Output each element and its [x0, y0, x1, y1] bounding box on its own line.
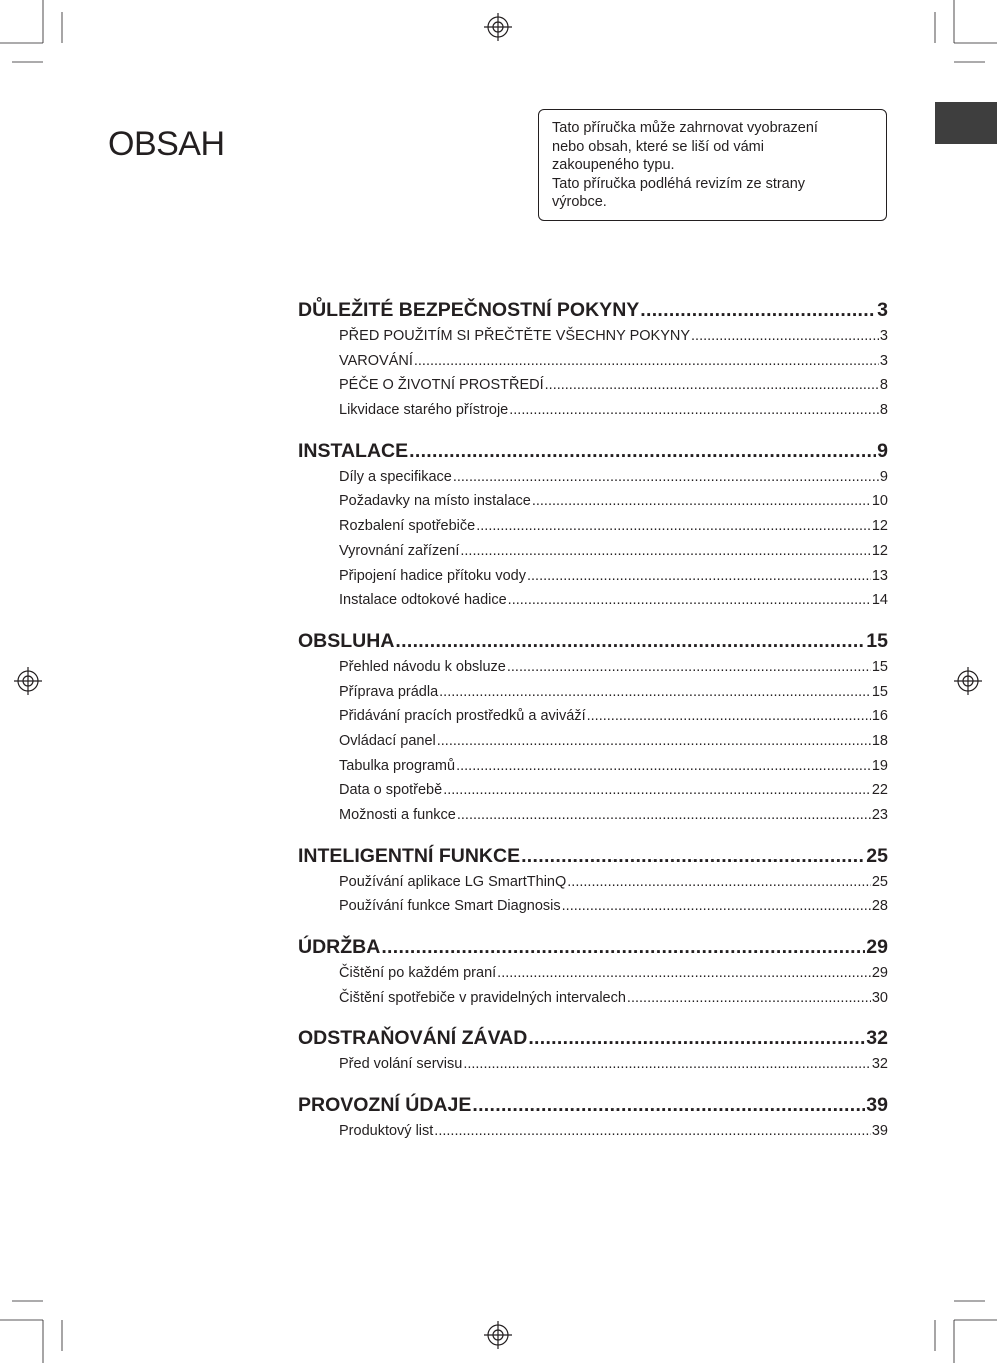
dot-leader: [453, 465, 879, 490]
toc-entry-title: Vyrovnání zařízení: [339, 542, 460, 559]
toc-entry-page: 18: [871, 732, 888, 749]
toc-entry-page: 15: [871, 658, 888, 675]
dot-leader: [409, 437, 876, 465]
toc-section-heading-page: 29: [866, 936, 888, 959]
toc-entry-page: 23: [871, 807, 888, 823]
toc-section-heading[interactable]: [298, 627, 888, 655]
toc-section: [298, 933, 888, 1010]
notice-line: Tato příručka podléhá revizím ze strany: [552, 175, 806, 192]
toc-section: [298, 437, 888, 613]
notice-line: nebo obsah, které se liší od vámi: [552, 138, 764, 155]
toc-entry-page: 13: [871, 567, 888, 584]
dot-leader: [562, 894, 871, 919]
dot-leader: [439, 680, 871, 705]
toc-section-heading-title: OBSLUHA: [298, 629, 395, 652]
dot-leader: [567, 870, 871, 895]
toc-entry-title: Požadavky na místo instalace: [339, 493, 531, 510]
dot-leader: [463, 1052, 871, 1077]
toc-section: [298, 1024, 888, 1077]
toc-entry-title: Data o spotřebě: [339, 782, 443, 799]
toc-section-heading[interactable]: [298, 1091, 888, 1119]
toc-entry-page: 39: [871, 1123, 888, 1140]
dot-leader: [457, 803, 871, 828]
dot-leader: [414, 349, 879, 374]
toc-entry-title: PÉČE O ŽIVOTNÍ PROSTŘEDÍ: [339, 377, 544, 394]
dot-leader: [640, 296, 876, 324]
toc-entry-title: Přidávání pracích prostředků a aviváží: [339, 708, 586, 725]
toc-entry-page: 16: [871, 708, 888, 725]
dot-leader: [545, 373, 879, 398]
toc-section-heading[interactable]: [298, 842, 888, 870]
dot-leader: [456, 754, 871, 779]
dot-leader: [509, 398, 879, 423]
toc-entry-page: 8: [879, 377, 888, 394]
toc-section-heading-title: DŮLEŽITÉ BEZPEČNOSTNÍ POKYNY: [298, 299, 640, 321]
toc-entry[interactable]: [298, 373, 888, 398]
toc-section-heading-page: 9: [877, 439, 888, 462]
toc-section-heading-title: ÚDRŽBA: [298, 936, 381, 959]
toc-entry-title: PŘED POUŽITÍM SI PŘEČTĚTE VŠECHNY POKYNY: [339, 328, 691, 344]
toc-section-heading-title: INSTALACE: [298, 439, 409, 462]
dot-leader: [434, 1119, 871, 1144]
toc-entry-page: 12: [871, 518, 888, 535]
toc-entry-title: Používání aplikace LG SmartThinQ: [339, 873, 567, 890]
registration-mark-top: [484, 13, 512, 41]
toc-entry[interactable]: [298, 588, 888, 613]
toc-section: [298, 627, 888, 828]
notice-line: zakoupeného typu.: [552, 157, 675, 174]
dot-leader: [691, 324, 879, 349]
toc-entry[interactable]: [298, 680, 888, 705]
toc-entry-page: 30: [871, 989, 888, 1006]
toc-entry-title: Přehled návodu k obsluze: [339, 658, 506, 675]
toc-entry[interactable]: [298, 1119, 888, 1144]
toc-entry-page: 3: [879, 328, 888, 344]
dot-leader: [587, 704, 871, 729]
toc-entry[interactable]: [298, 324, 888, 349]
toc-section-heading-page: 25: [866, 844, 888, 867]
toc-entry[interactable]: [298, 398, 888, 423]
toc-entry[interactable]: [298, 754, 888, 779]
toc-section-heading[interactable]: [298, 296, 888, 324]
dot-leader: [532, 489, 871, 514]
toc-entry-title: Instalace odtokové hadice: [339, 592, 507, 609]
toc-entry-title: Tabulka programů: [339, 757, 456, 774]
toc-section-heading[interactable]: [298, 437, 888, 465]
registration-mark-bottom: [484, 1321, 512, 1349]
toc-entry-page: 8: [879, 402, 888, 419]
notice-line: Tato příručka může zahrnovat vyobrazení: [552, 120, 818, 136]
toc-entry-page: 3: [879, 352, 888, 369]
toc-section: [298, 296, 888, 423]
toc-entry-page: 10: [871, 493, 888, 510]
toc-section-heading-title: PROVOZNÍ ÚDAJE: [298, 1094, 472, 1117]
notice-box: [538, 109, 887, 221]
toc-entry-title: Příprava prádla: [339, 683, 439, 700]
toc-entry[interactable]: [298, 655, 888, 680]
toc-entry[interactable]: [298, 778, 888, 803]
toc-entry-title: Likvidace starého přístroje: [339, 402, 509, 419]
toc-section-heading-title: ODSTRAŇOVÁNÍ ZÁVAD: [298, 1027, 528, 1050]
toc-entry-title: VAROVÁNÍ: [339, 352, 413, 369]
toc-section-heading-page: 15: [866, 629, 888, 652]
toc-entry[interactable]: [298, 894, 888, 919]
dot-leader: [627, 986, 871, 1011]
toc-entry-title: Používání funkce Smart Diagnosis: [339, 898, 561, 915]
toc-entry[interactable]: [298, 986, 888, 1011]
toc-entry-page: 9: [879, 468, 888, 485]
toc-section-heading-page: 32: [866, 1027, 888, 1050]
dot-leader: [395, 627, 865, 655]
dot-leader: [472, 1091, 865, 1119]
toc-section-heading[interactable]: [298, 933, 888, 961]
toc-entry[interactable]: [298, 870, 888, 895]
toc-entry[interactable]: [298, 564, 888, 589]
dot-leader: [437, 729, 871, 754]
toc-entry-title: Produktový list: [339, 1123, 434, 1140]
registration-mark-right: [954, 667, 982, 695]
toc-section: [298, 842, 888, 919]
toc-entry[interactable]: [298, 729, 888, 754]
toc-section: [298, 1091, 888, 1144]
toc-section-heading-page: 39: [866, 1094, 888, 1117]
toc-entry-title: Rozbalení spotřebiče: [339, 518, 476, 535]
toc-entry-page: 15: [871, 683, 888, 700]
toc-entry-page: 28: [871, 898, 888, 915]
toc-entry[interactable]: [298, 539, 888, 564]
toc-entry-page: 25: [871, 873, 888, 890]
dot-leader: [528, 1024, 865, 1052]
dot-leader: [460, 539, 871, 564]
dot-leader: [521, 842, 865, 870]
page-title: OBSAH: [108, 124, 225, 163]
registration-mark-left: [14, 667, 42, 695]
dot-leader: [381, 933, 865, 961]
toc-entry[interactable]: [298, 349, 888, 374]
toc-section-heading-title: INTELIGENTNÍ FUNKCE: [298, 844, 521, 867]
table-of-contents: [298, 296, 888, 1158]
dot-leader: [508, 588, 871, 613]
toc-entry-title: Čištění spotřebiče v pravidelných intervalech: [339, 989, 626, 1006]
dot-leader: [507, 655, 871, 680]
toc-entry-page: 12: [871, 542, 888, 559]
chapter-tab: [935, 102, 997, 144]
toc-entry-title: Připojení hadice přítoku vody: [339, 567, 526, 584]
toc-entry[interactable]: [298, 803, 888, 828]
dot-leader: [476, 514, 871, 539]
toc-entry[interactable]: [298, 514, 888, 539]
toc-entry-page: 32: [871, 1056, 888, 1073]
toc-entry[interactable]: [298, 704, 888, 729]
toc-entry-page: 22: [871, 782, 888, 799]
dot-leader: [443, 778, 871, 803]
toc-entry-title: Díly a specifikace: [339, 468, 452, 485]
toc-entry-page: 14: [871, 592, 888, 609]
dot-leader: [497, 961, 871, 986]
toc-section-heading[interactable]: [298, 1024, 888, 1052]
toc-entry[interactable]: [298, 489, 888, 514]
toc-entry-page: 29: [871, 965, 888, 982]
notice-line: výrobce.: [552, 194, 607, 211]
toc-entry-title: Před volání servisu: [339, 1056, 463, 1073]
toc-entry[interactable]: [298, 1052, 888, 1077]
toc-entry[interactable]: [298, 465, 888, 490]
toc-section-heading-page: 3: [877, 299, 888, 321]
toc-entry-title: Čištění po každém praní: [339, 965, 497, 982]
toc-entry-page: 19: [871, 757, 888, 774]
toc-entry[interactable]: [298, 961, 888, 986]
toc-entry-title: Ovládací panel: [339, 732, 436, 749]
dot-leader: [527, 564, 871, 589]
toc-entry-title: Možnosti a funkce: [339, 807, 456, 823]
